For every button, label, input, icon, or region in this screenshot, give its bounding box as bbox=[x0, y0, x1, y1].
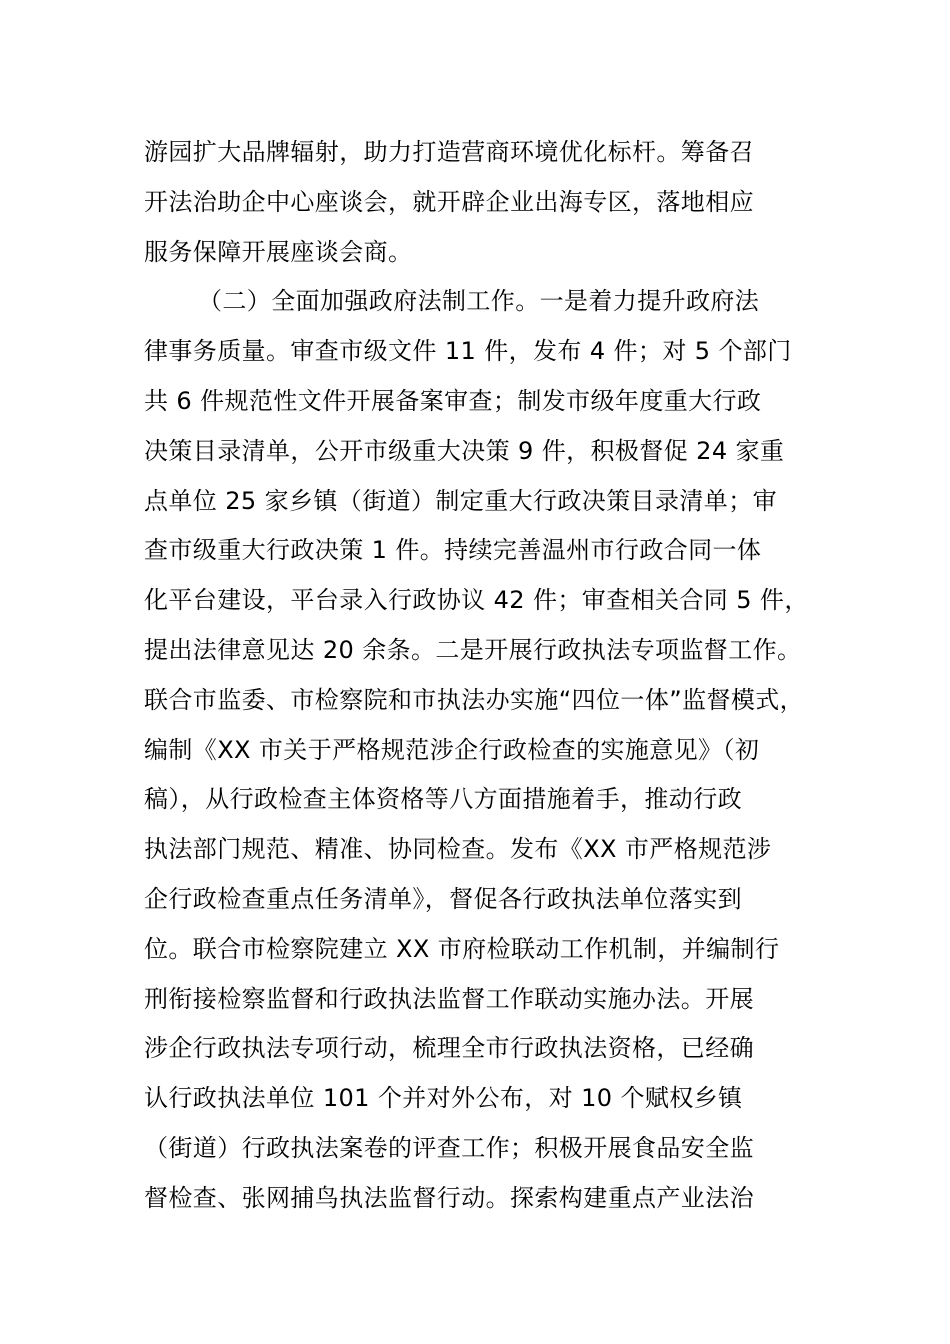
text-line: 联合市监委、市检察院和市执法办实施“四位一体”监督模式， bbox=[144, 685, 805, 714]
text-line: （街道）行政执法案卷的评查工作；积极开展食品安全监 bbox=[144, 1133, 754, 1162]
text-line: 认行政执法单位 101 个并对外公布，对 10 个赋权乡镇 bbox=[144, 1084, 743, 1113]
text-line: 化平台建设，平台录入行政协议 42 件；审查相关合同 5 件， bbox=[144, 586, 809, 615]
text-line: 游园扩大品牌辐射，助力打造营商环境优化标杆。筹备召 bbox=[144, 138, 754, 166]
text-line: 稿），从行政检查主体资格等八方面措施着手，推动行政 bbox=[144, 785, 742, 814]
section-heading-line: （二）全面加强政府法制工作。一是着力提升政府法 bbox=[198, 287, 760, 316]
text-line: 点单位 25 家乡镇（街道）制定重大行政决策目录清单；审 bbox=[144, 486, 777, 515]
text-line: 服务保障开展座谈会商。 bbox=[144, 237, 413, 266]
text-line: 律事务质量。审查市级文件 11 件，发布 4 件；对 5 个部门 bbox=[144, 337, 792, 366]
body-text bbox=[144, 128, 834, 1224]
text-line: 涉企行政执法专项行动，梳理全市行政执法资格，已经确 bbox=[144, 1034, 754, 1063]
text-line: 企行政检查重点任务清单》，督促各行政执法单位落实到 bbox=[144, 884, 742, 913]
text-line: 督检查、张网捕鸟执法监督行动。探索构建重点产业法治 bbox=[144, 1183, 754, 1212]
text-line: 提出法律意见达 20 余条。二是开展行政执法专项监督工作。 bbox=[144, 635, 802, 664]
text-line: 查市级重大行政决策 1 件。持续完善温州市行政合同一体 bbox=[144, 536, 762, 565]
text-line: 编制《XX 市关于严格规范涉企行政检查的实施意见》（初 bbox=[144, 735, 760, 764]
text-line: 刑衔接检察监督和行政执法监督工作联动实施办法。开展 bbox=[144, 984, 754, 1013]
text-line: 位。联合市检察院建立 XX 市府检联动工作机制，并编制行 bbox=[144, 934, 780, 963]
text-line: 共 6 件规范性文件开展备案审查；制发市级年度重大行政 bbox=[144, 386, 762, 415]
text-line: 决策目录清单，公开市级重大决策 9 件，积极督促 24 家重 bbox=[144, 436, 785, 465]
text-line: 执法部门规范、精准、协同检查。发布《XX 市严格规范涉 bbox=[144, 835, 772, 864]
text-line: 开法治助企中心座谈会，就开辟企业出海专区，落地相应 bbox=[144, 187, 754, 216]
